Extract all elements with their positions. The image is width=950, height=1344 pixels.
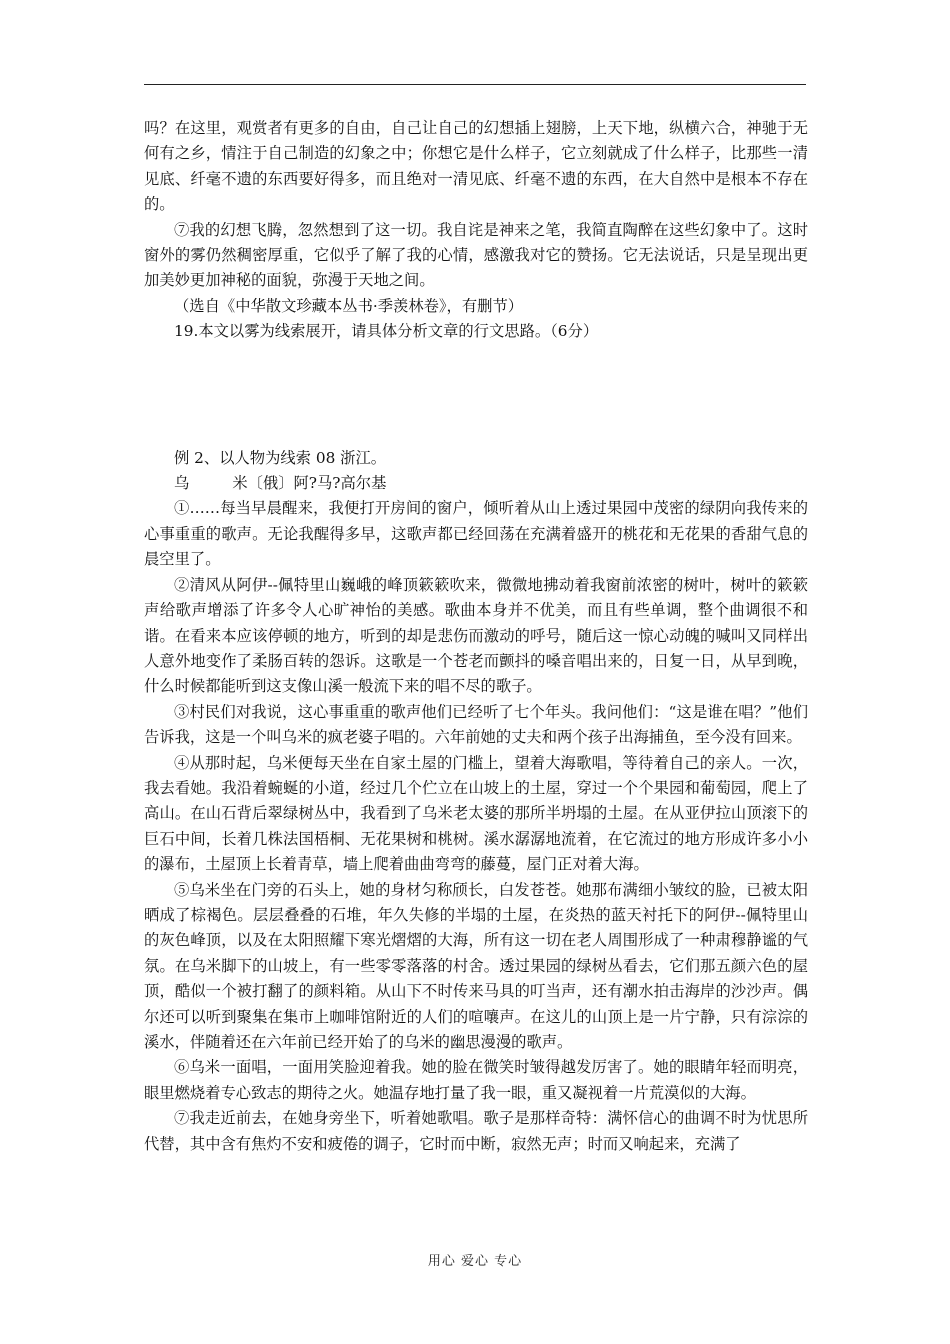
story-paragraph-4: ④从那时起，乌米便每天坐在自家土屋的门槛上，望着大海歌唱，等待着自己的亲人。一次，我去看她。我沿着蜿蜒的小道，经过几个伫立在山坡上的土屋，穿过一个个果园和葡萄园，爬上了高山。在山石背后翠绿树丛中，我看到了乌米老太婆的那所半坍塌的土屋。在从亚伊拉山顶滚下的巨石中间，长着几株法国梧桐、无花果树和桃树。溪水潺潺地流着，在它流过的地方形成许多小小的瀑布，土屋顶上长着青草，墙上爬着曲曲弯弯的藤蔓，屋门正对着大海。 [144,753,808,874]
question-19: 19.本文以雾为线索展开，请具体分析文章的行文思路。（6分） [174,322,599,341]
paragraph-continuation: 吗？在这里，观赏者有更多的自由，自己让自己的幻想插上翅膀，上天下地，纵横六合，神驰于无何有之乡，情注于自己制造的幻象之中；你想它是什么样子，它立刻就成了什么样子，比那些一清见底、纤毫不遗的东西要好得多，而且绝对一清见底、纤毫不遗的东西，在大自然中是根本不存在的。 [144,119,808,214]
story-title [144,471,808,496]
story-paragraph-6: ⑥乌米一面唱，一面用笑脸迎着我。她的脸在微笑时皱得越发厉害了。她的眼睛年轻而明亮，眼里燃烧着专心致志的期待之火。她温存地打量了我一眼，重又凝视着一片荒漠似的大海。 [144,1058,808,1102]
example-heading: 例 2、以人物为线索 08 浙江。 [174,448,387,467]
paragraph-7-fog: ⑦我的幻想飞腾，忽然想到了这一切。我自诧是神来之笔，我简直陶醉在这些幻象中了。这时窗外的雾仍然稠密厚重，它似乎了解了我的心情，感激我对它的赞扬。它无法说话，只是呈现出更加美妙更加神秘的面貌，弥漫于天地之间。 [144,220,808,290]
document-body [144,116,808,1157]
story-paragraph-2: ②清风从阿伊--佩特里山巍峨的峰顶簌簌吹来，微微地拂动着我窗前浓密的树叶，树叶的簌簌声给歌声增添了许多令人心旷神怡的美感。歌曲本身并不优美，而且有些单调，整个曲调很不和谐。在看来本应该停顿的地方，听到的却是悲伤而激动的呼号，随后这一惊心动魄的喊叫又同样出人意外地变作了柔肠百转的怨诉。这歌是一个苍老而颤抖的嗓音唱出来的，日复一日，从早到晚，什么时候都能听到这支像山溪一般流下来的唱不尽的歌子。 [144,575,808,696]
source-citation: （选自《中华散文珍藏本丛书·季羡林卷》，有删节） [174,296,524,315]
story-title-first-char: 乌 [174,474,190,493]
answer-space [144,345,808,446]
story-title-rest: 米〔俄〕阿?马?高尔基 [232,474,387,493]
story-paragraph-7: ⑦我走近前去，在她身旁坐下，听着她歌唱。歌子是那样奇特：满怀信心的曲调不时为忧思所代替，其中含有焦灼不安和疲倦的调子，它时而中断，寂然无声；时而又响起来，充满了 [144,1109,808,1153]
story-paragraph-3: ③村民们对我说，这心事重重的歌声他们已经听了七个年头。我问他们：“这是谁在唱？”他们告诉我，这是一个叫乌米的疯老婆子唱的。六年前她的丈夫和两个孩子出海捕鱼，至今没有回来。 [144,702,808,747]
story-paragraph-1: ①……每当早晨醒来，我便打开房间的窗户，倾听着从山上透过果园中茂密的绿阴向我传来的心事重重的歌声。无论我醒得多早，这歌声都已经回荡在充满着盛开的桃花和无花果的香甜气息的晨空里了。 [144,499,808,569]
story-paragraph-5: ⑤乌米坐在门旁的石头上，她的身材匀称颀长，白发苍苍。她那布满细小皱纹的脸，已被太阳晒成了棕褐色。层层叠叠的石堆，年久失修的半塌的土屋，在炎热的蓝天衬托下的阿伊--佩特里山的灰色峰顶，以及在太阳照耀下寒光熠熠的大海，所有这一切在老人周围形成了一种肃穆静谧的气氛。在乌米脚下的山坡上，有一些零零落落的村舍。透过果园的绿树丛看去，它们那五颜六色的屋顶，酷似一个被打翻了的颜料箱。从山下不时传来马具的叮当声，还有潮水拍击海岸的沙沙声。偶尔还可以听到聚集在集市上咖啡馆附近的人们的喧嚷声。在这儿的山顶上是一片宁静，只有淙淙的溪水，伴随着还在六年前已经开始了的乌米的幽思漫漫的歌声。 [144,880,808,1051]
page-footer: 用心 爱心 专心 [427,1254,523,1269]
header-rule [144,84,806,85]
